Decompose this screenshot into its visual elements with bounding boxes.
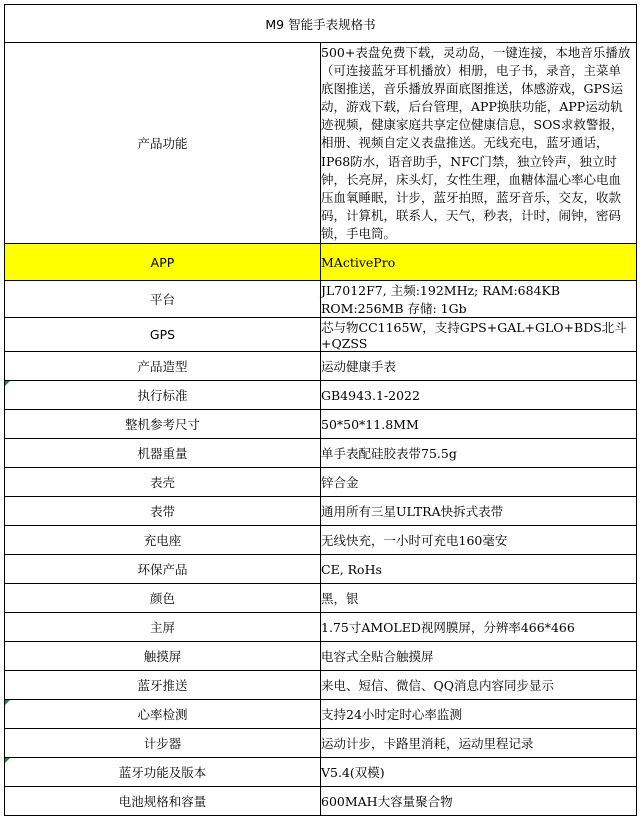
row-label: 充电座	[5, 526, 321, 555]
row-value: V5.4(双模)	[321, 758, 637, 787]
row-value: 1.75寸AMOLED视网膜屏，分辨率466*466	[321, 613, 637, 642]
table-row	[5, 555, 637, 584]
row-label: 产品功能	[5, 43, 321, 244]
row-label	[5, 700, 321, 729]
row-value: GB4943.1-2022	[321, 381, 637, 410]
row-label: 环保产品	[5, 555, 321, 584]
table-row	[5, 729, 637, 758]
row-label-text: 心率检测	[137, 707, 188, 723]
row-value: MActivePro	[321, 244, 637, 281]
row-value: 500+表盘免费下载，灵动岛，一键连接，本地音乐播放（可连接蓝牙耳机播放）相册，电子书，录音，主菜单底图推送，音乐播放界面底图推送，体感游戏，GPS运动，游戏下载，后台管理，APP换肤功能，APP运动轨迹视频，健康家庭共享定位健康信息，SOS求救警报，相册、视频自定义表盘推送。无线充电，蓝牙通话，IP68防水，语音助手，NFC门禁，独立铃声，独立时钟，长亮屏，床头灯，女性生理，血糖体温心率心电血压血氧睡眠，计步，蓝牙拍照，蓝牙音乐，交友，收款码，计算机，联系人，天气，秒表，计时，闹钟，密码锁，手电筒。	[321, 43, 637, 244]
table-row	[5, 468, 637, 497]
table-row	[5, 410, 637, 439]
row-value: 黑，银	[321, 584, 637, 613]
table-row	[5, 787, 637, 816]
title-row	[5, 5, 637, 43]
table-row	[5, 700, 637, 729]
cell-marker-icon	[5, 381, 10, 386]
table-row	[5, 43, 637, 244]
row-label: 蓝牙推送	[5, 671, 321, 700]
table-row	[5, 758, 637, 787]
row-label: 平台	[5, 281, 321, 318]
table-row	[5, 352, 637, 381]
table-row	[5, 381, 637, 410]
row-label: 触摸屏	[5, 642, 321, 671]
row-label: 表带	[5, 497, 321, 526]
table-row	[5, 613, 637, 642]
row-value: CE, RoHs	[321, 555, 637, 584]
table-row	[5, 439, 637, 468]
cell-marker-icon	[5, 700, 10, 705]
table-row	[5, 281, 637, 318]
row-label: GPS	[5, 318, 321, 352]
row-label-text: 蓝牙功能及版本	[118, 765, 207, 781]
row-value: 600MAH大容量聚合物	[321, 787, 637, 816]
cell-marker-icon	[5, 758, 10, 763]
row-value: 50*50*11.8MM	[321, 410, 637, 439]
spec-title: M9 智能手表规格书	[5, 5, 637, 43]
table-row-highlighted	[5, 244, 637, 281]
table-row	[5, 497, 637, 526]
spec-table	[4, 4, 637, 816]
row-value: 来电、短信、微信、QQ消息内容同步显示	[321, 671, 637, 700]
row-value: 通用所有三星ULTRA快拆式表带	[321, 497, 637, 526]
row-label	[5, 758, 321, 787]
row-label: 计步器	[5, 729, 321, 758]
table-row	[5, 584, 637, 613]
row-value: JL7012F7, 主频:192MHz; RAM:684KB ROM:256MB 存储: 1Gb	[321, 281, 637, 318]
row-value: 无线快充，一小时可充电160毫安	[321, 526, 637, 555]
row-label: APP	[5, 244, 321, 281]
table-row	[5, 671, 637, 700]
row-label: 产品造型	[5, 352, 321, 381]
row-value: 单手表配硅胶表带75.5g	[321, 439, 637, 468]
row-value: 运动计步，卡路里消耗，运动里程记录	[321, 729, 637, 758]
row-label	[5, 381, 321, 410]
row-label: 主屏	[5, 613, 321, 642]
row-label: 机器重量	[5, 439, 321, 468]
table-row	[5, 642, 637, 671]
row-label: 表壳	[5, 468, 321, 497]
row-label-text: 执行标准	[137, 388, 188, 404]
row-value: 电容式全贴合触摸屏	[321, 642, 637, 671]
row-value: 芯与物CC1165W，支持GPS+GAL+GLO+BDS北斗+QZSS	[321, 318, 637, 352]
row-label: 电池规格和容量	[5, 787, 321, 816]
row-value: 锌合金	[321, 468, 637, 497]
row-label: 颜色	[5, 584, 321, 613]
row-label: 整机参考尺寸	[5, 410, 321, 439]
table-row	[5, 318, 637, 352]
table-row	[5, 526, 637, 555]
row-value: 支持24小时定时心率监测	[321, 700, 637, 729]
row-value: 运动健康手表	[321, 352, 637, 381]
